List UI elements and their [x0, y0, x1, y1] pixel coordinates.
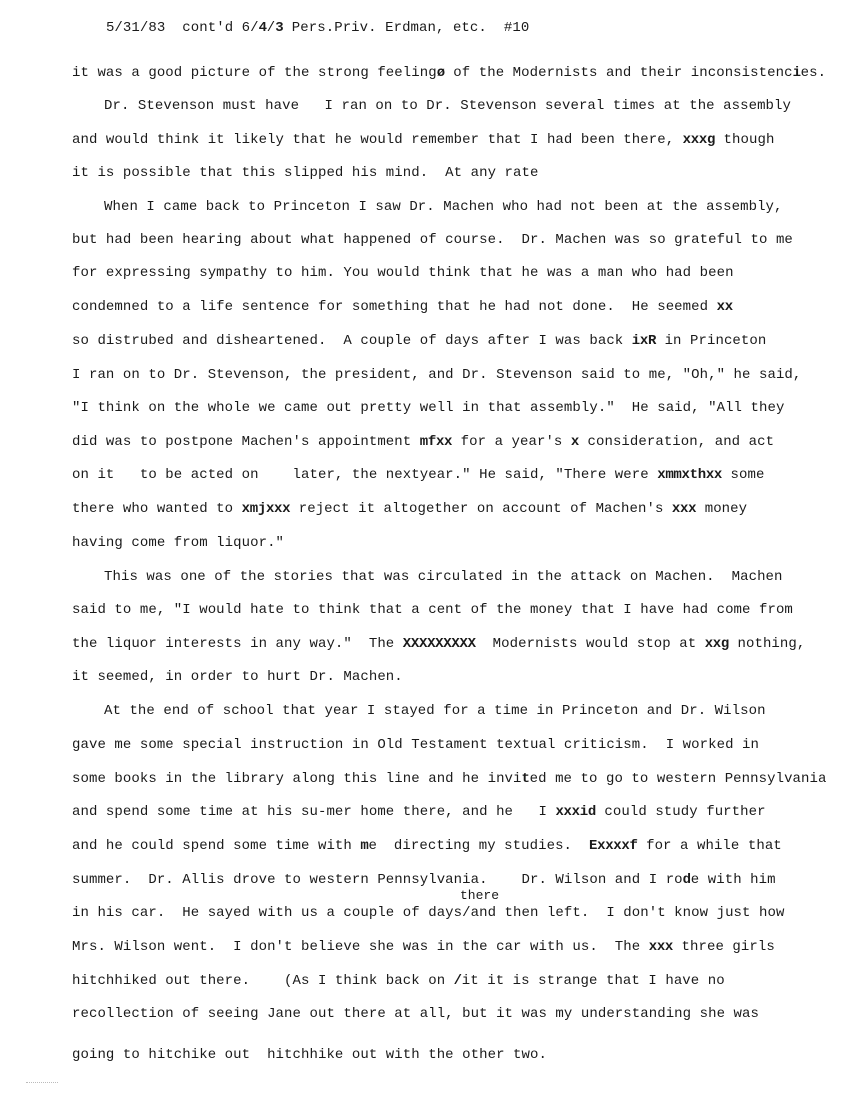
body-line-26 [72, 905, 784, 921]
body-line-30 [72, 1047, 547, 1063]
line-6-text: but had been hearing about what happened of course. Dr. Machen was so grateful to me [72, 232, 793, 248]
line-22-strikeover: t [521, 771, 530, 787]
body-line-19 [72, 669, 403, 685]
body-line-17 [72, 602, 793, 618]
body-line-5 [104, 199, 783, 215]
body-line-22 [72, 771, 826, 787]
line-10-text: I ran on to Dr. Stevenson, the president, and Dr. Stevenson said to me, "Oh," he said, [72, 367, 802, 383]
line-13-strikeover: xmmxthxx [657, 467, 723, 483]
line-21-text: gave me some special instruction in Old Testament textual criticism. I worked in [72, 737, 759, 753]
page-header [72, 4, 529, 52]
body-line-29 [72, 1006, 759, 1022]
line-23-strikeover: xxxid [555, 804, 596, 820]
line-12-text-b: for a year's [452, 434, 571, 450]
line-18-text: the liquor interests in any way." The [72, 636, 403, 652]
line-3-text-b: though [715, 132, 775, 148]
line-24-text-c: for a while that [637, 838, 782, 854]
line-28-strikeover: / [453, 973, 462, 989]
body-line-23 [72, 804, 766, 820]
line-14-text-b: reject it altogether on account of Machen's [290, 501, 672, 517]
line-19-text: it seemed, in order to hurt Dr. Machen. [72, 669, 403, 685]
line-18-text-c: nothing, [729, 636, 806, 652]
line-5-text: When I came back to Princeton I saw Dr. Machen who had not been at the assembly, [104, 199, 783, 215]
header-title: Pers.Priv. Erdman, etc. [283, 20, 487, 36]
body-line-25 [72, 872, 776, 888]
header-strikeover-2: 3 [275, 20, 284, 36]
body-line-14 [72, 501, 747, 517]
line-3-strikeover: xxxg [682, 132, 716, 148]
line-22-text-b: ed me to go to western Pennsylvania [529, 771, 827, 787]
body-line-16 [104, 569, 783, 585]
line-14-strikeover-2: xxx [671, 501, 697, 517]
line-28-text: hitchhiked out there. (As I think back on [72, 973, 454, 989]
line-25-strikeover: d [682, 872, 691, 888]
body-line-20 [104, 703, 766, 719]
body-line-10 [72, 367, 801, 383]
body-line-28 [72, 973, 725, 989]
line-22-text: some books in the library along this line and he invi [72, 771, 522, 787]
line-12-text-c: consideration, and act [579, 434, 775, 450]
line-8-strikeover: xx [716, 299, 733, 315]
line-24-text: and he could spend some time with [72, 838, 361, 854]
body-line-6 [72, 232, 793, 248]
line-9-strikeover: ixR [631, 333, 657, 349]
line-13-text: on it to be acted on later, the nextyear." He said, "There were [72, 467, 658, 483]
scan-speckle [26, 1082, 58, 1084]
body-line-4 [72, 165, 538, 181]
body-line-12 [72, 434, 774, 450]
line-27-text-b: three girls [673, 939, 775, 955]
body-line-11 [72, 400, 784, 416]
header-strikeover: 4 [258, 20, 267, 36]
body-line-24 [72, 838, 782, 854]
line-12-strikeover-2: x [570, 434, 580, 450]
header-page-number: #10 [503, 20, 530, 36]
line-14-text-c: money [696, 501, 748, 517]
interlinear-insertion: there [460, 888, 500, 903]
line-4-text: it is possible that this slipped his mind. At any rate [72, 165, 539, 181]
header-slash: / [266, 20, 276, 36]
line-24-strikeover: m [360, 838, 369, 854]
line-1-strikeover-2: i [792, 65, 801, 81]
line-1-text: it was a good picture of the strong feeling [72, 65, 437, 81]
line-28-text-b: it it is strange that I have no [461, 973, 725, 989]
line-1-text-c: es. [800, 65, 827, 81]
line-24-strikeover-2: Exxxxf [589, 838, 638, 854]
body-line-21 [72, 737, 759, 753]
line-23-text-b: could study further [595, 804, 766, 820]
body-line-15 [72, 535, 284, 551]
line-17-text: said to me, "I would hate to think that a cent of the money that I have had come from [72, 602, 793, 618]
body-line-9 [72, 333, 766, 349]
line-27-strikeover: xxx [648, 939, 674, 955]
line-23-text: and spend some time at his su-mer home there, and he I [72, 804, 556, 820]
line-8-text: condemned to a life sentence for something that he had not done. He seemed [72, 299, 717, 315]
line-29-text: recollection of seeing Jane out there at all, but it was my understanding she was [72, 1006, 759, 1022]
line-25-text-b: e with him [690, 872, 776, 888]
line-20-text: At the end of school that year I stayed for a time in Princeton and Dr. Wilson [104, 703, 766, 719]
line-9-text-b: in Princeton [656, 333, 767, 349]
line-16-text: This was one of the stories that was circulated in the attack on Machen. Machen [104, 569, 783, 585]
line-27-text: Mrs. Wilson went. I don't believe she was in the car with us. The [72, 939, 649, 955]
line-1-text-b: of the Modernists and their inconsistenc [444, 65, 793, 81]
line-13-text-b: some [722, 467, 765, 483]
line-9-text: so distrubed and disheartened. A couple of days after I was back [72, 333, 632, 349]
line-1-strikeover: ø [436, 65, 445, 81]
body-line-7 [72, 265, 734, 281]
line-18-strikeover-2: xxg [704, 636, 730, 652]
body-line-18 [72, 636, 805, 652]
line-12-strikeover: mfxx [419, 434, 453, 450]
body-line-13 [72, 467, 764, 483]
line-14-text: there who wanted to [72, 501, 242, 517]
line-26-text: in his car. He sayed with us a couple of days/and then left. I don't know just how [72, 905, 785, 921]
body-line-3 [72, 132, 774, 148]
line-14-strikeover: xmjxxx [241, 501, 291, 517]
body-line-27 [72, 939, 775, 955]
body-line-2 [104, 98, 791, 114]
line-30-text: going to hitchike out hitchhike out with the other two. [72, 1047, 547, 1063]
line-12-text: did was to postpone Machen's appointment [72, 434, 420, 450]
header-continuation: cont'd 6/ [182, 20, 259, 36]
line-3-text: and would think it likely that he would remember that I had been there, [72, 132, 683, 148]
line-7-text: for expressing sympathy to him. You would think that he was a man who had been [72, 265, 734, 281]
line-2-text: Dr. Stevenson must have I ran on to Dr. Stevenson several times at the assembly [104, 98, 791, 114]
line-18-strikeover: XXXXXXXXX [402, 636, 476, 652]
body-line-8 [72, 299, 733, 315]
header-date: 5/31/83 [105, 20, 166, 36]
body-line-1 [72, 65, 826, 81]
line-15-text: having come from liquor." [72, 535, 285, 551]
line-11-text: "I think on the whole we came out pretty well in that assembly." He said, "All they [72, 400, 785, 416]
line-24-text-b: e directing my studies. [368, 838, 589, 854]
line-18-text-b: Modernists would stop at [475, 636, 705, 652]
line-25-text: summer. Dr. Allis drove to western Pennsylvania. Dr. Wilson and I ro [72, 872, 683, 888]
